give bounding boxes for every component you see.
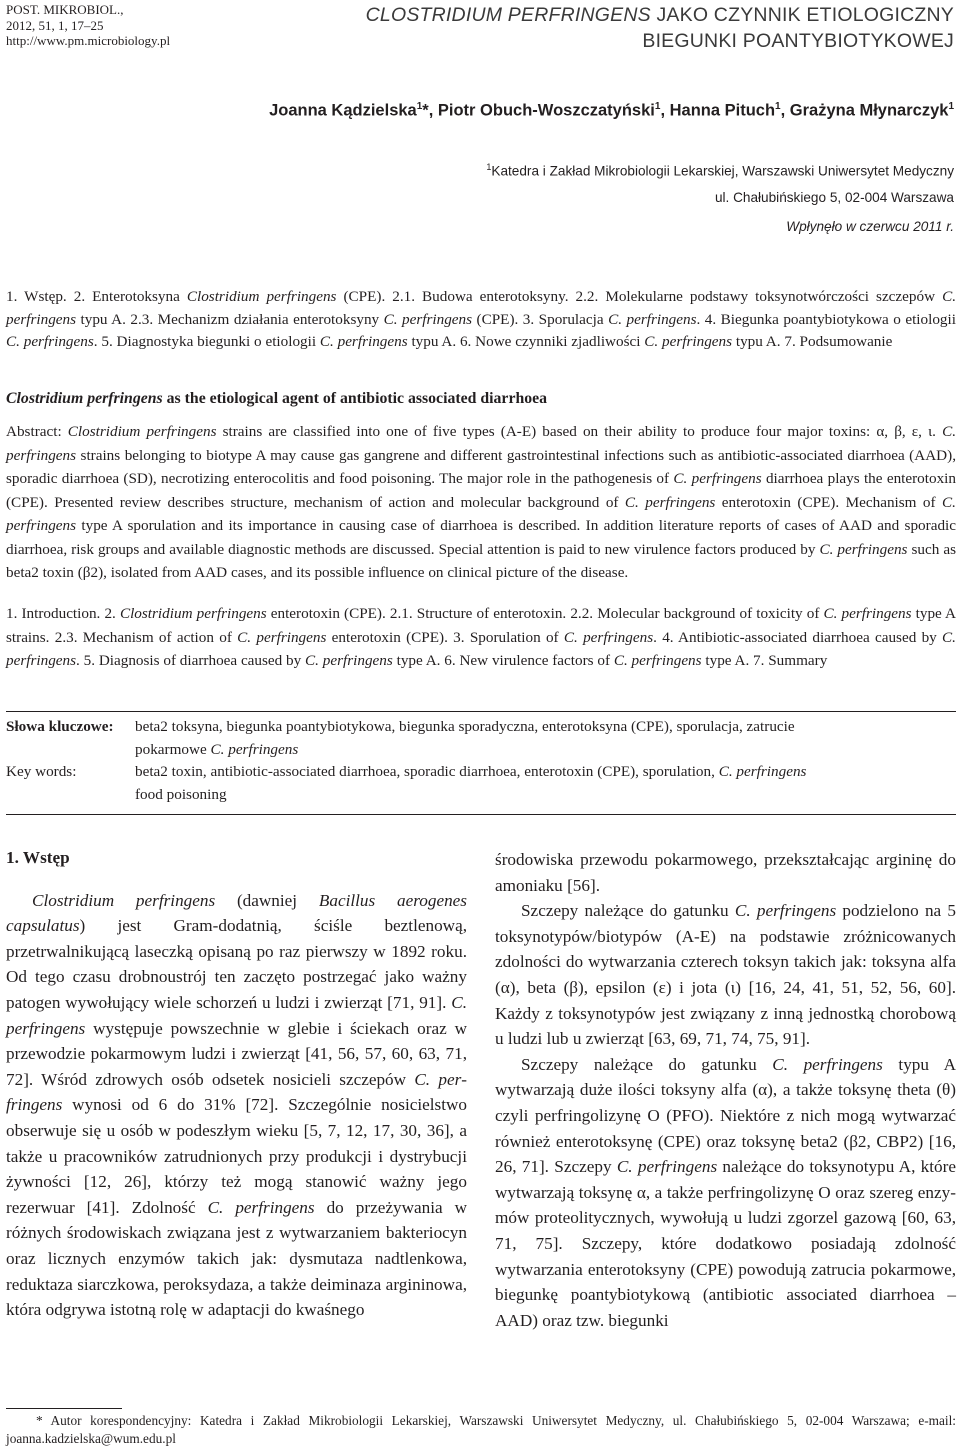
journal-volume: 2012, 51, 1, 17–25 [6, 17, 104, 33]
journal-info [6, 2, 226, 49]
author-4: , Grażyna Młynarczyk [780, 101, 949, 120]
journal-citation: POST. MIKROBIOL., [6, 2, 124, 17]
affiliation-line1: Katedra i Zakład Mikrobiologii Lekarskiej, Warszawski Uniwersytet Medyczny [491, 163, 954, 179]
keywords-pl-label: Słowa kluczowe: [6, 718, 114, 735]
author-4-sup: 1 [948, 101, 954, 112]
body-paragraph-3: Szczepy należące do gatunku C. perfringens typu A wytwarzają duże ilości toksyny alfa (α), a także toksynę theta (θ) czyli perfringolizynę O (PFO). Niektóre z nich mogą wytwarzać również enterotoksynę (CPE) oraz toksynę beta2 (β2, CBP2) [16, 26, 71]. Szczepy C. perfringens należące do toksynotypu A, które wytwarzają toksynę α, a także perfringolizynę O oraz szereg enzymów proteolitycznych, wywołują u ludzi zgorzel gazową [60, 63, 71, 75]. Szczepy, które dodatkowo posiadają zdolność wytwarzania enterotoksyny (CPE) powodują zatrucia pokarmowe, biegunkę poantybiotykową (antibiotic associated diarrhoea – AAD) oraz tzw. biegunki [495, 1054, 957, 1330]
author-1: Joanna Kądzielska [269, 101, 417, 120]
section-heading: 1. Wstęp [6, 848, 70, 867]
author-3: , Hanna Pituch [660, 101, 776, 120]
article-title [240, 2, 954, 54]
abstract-label: Abstract [6, 423, 58, 440]
affiliation [160, 154, 954, 211]
author-2-sup: 1 [654, 101, 661, 112]
corresponding-mark: * [422, 101, 429, 120]
journal-url[interactable]: http://www.pm.microbiology.pl [6, 33, 171, 48]
body-column-left [6, 845, 467, 1323]
contents-pl: 1. Wstęp. 2. Enterotoksyna Clostridium perfringens (CPE). 2.1. Budowa enterotoksyny. 2.2. Molekularne podstawy toksynotwórczości szczepów C. perfringens typu A. 2.3. Mechanizm działania enterotoksyny C. perfringens (CPE). 3. Sporulacja C. perfringens. 4. Biegunka poantybiotykowa o etiologii C. perfringens. 5. Diagnostyka biegunki o etiologii C. perfringens typu A. 6. Nowe czynniki zjadliwości C. perfringens typu A. 7. Podsumowanie [6, 288, 957, 350]
body-paragraph-2: Szczepy należące do gatunku C. perfringens podzielono na 5 toksynotypów/biotypów (A-E) na podstawie zróżnicowanych zdolności do wytwarzania czterech toksyn takich jak: toksyna alfa (α), beta (β), epsilon (ε) i jota (ι) [16, 24, 41, 51, 52, 56, 60]. Każdy z toksynotypów jest związany z inną jednostką chorobową u ludzi lub u zwierząt [63, 69, 71, 74, 75, 91]. [495, 901, 957, 1049]
keywords-en-label: Key words: [6, 763, 77, 780]
contents-en: 1. Introduction. 2. Clostridium perfringens enterotoxin (CPE). 2.1. Structure of enterotoxin. 2.2. Molecular background of toxicity of C. perfringens type A strains. 2.3. Mechanism of action of C. perfringens enterotoxin (CPE). 3. Sporulation of C. perfringens. 4. Antibiotic-associated diarrhoea caused by C. perfringens. 5. Diagnosis of diarrhoea caused by C. perfringens type A. 6. New virulence factors of C. perfringens type A. 7. Summary [6, 605, 957, 669]
affiliation-sup: 1 [486, 162, 492, 172]
author-1-sup: 1 [416, 101, 423, 112]
title-species: CLOSTRIDIUM PERFRINGENS [365, 4, 651, 26]
footnote: * Autor korespondencyjny: Katedra i Zakład Mikrobiologii Lekarskiej, Warszawski Uniwersytet Medyczny, ul. Chałubińskiego 5, 02-004 Warszawa; e-mail: joanna.kadzielska@wum.edu.pl [6, 1413, 956, 1446]
footnote-rule [6, 1408, 122, 1409]
body-column-right [495, 847, 956, 1333]
affiliation-line2: ul. Chałubińskiego 5, 02-004 Warszawa [714, 189, 954, 205]
body-paragraph-1: Clostridium perfringens (dawniej Bacillus aerogenes capsulatus) jest Gram-dodatnią, ściśle beztlenową, przetrwalnikującą laseczką opisaną po raz pierwszy w 1892 roku. Od tego czasu drobnoustrój ten zaczęto postrzegać jako ważny patogen wywołujący wiele schorzeń u ludzi i zwierząt [71, 91]. C. perfringens występuje powszechnie w glebie i ściekach oraz w przewodzie pokarmowym ludzi i zwierząt [41, 56, 57, 60, 63, 71, 72]. Wśród zdrowych osób odsetek nosicieli szczepów C. perfringens wynosi od 6 do 31% [72]. Szczególnie nosicielstwo obserwuje się u osób w podeszłym wieku [5, 7, 12, 17, 30, 36], a także u pracowników zatrudnionych przy produkcji i dystrybucji żywności [12, 26], którzy też mogą stanowić ważny jego rezerwuar [41]. Zdolność C. perfringens do przeżywania w różnych środowiskach związana jest z wytwarzaniem bakteriocyn oraz licznych enzymów takich jak: dysmutaza nadtlenkowa, reduktaza siarczkowa, peroksydaza, a także deiminaza argininowa, która odgrywa istotną rolę w adaptacji do kwaśnego [6, 890, 468, 1320]
author-list [160, 101, 954, 121]
body-paragraph-continued: środowiska przewodu pokarmowego, przekształcając argininę do amoniaku [56]. [495, 850, 956, 895]
english-title: Clostridium perfringens as the etiological agent of antibiotic associated diarrhoea [6, 390, 548, 407]
keywords-bottom-rule [6, 814, 956, 815]
title-line1-rest: JAKO CZYNNIK ETIOLOGICZNY [650, 4, 954, 26]
abstract: Abstract: Clostridium perfringens strains are classified into one of five types (A-E) based on their ability to produce four major toxins: α, β, ε, ι. C. perfringens strains belonging to biotype A may cause gas gangrene and different gastrointestinal infections such as antibiotic-associated diarrhoea (AAD), sporadic diarrhoea (SD), necrotizing enterocolitis and food poisoning. The major role in the pathogenesis of C. perfringens diarrhoea plays the enterotoxin (CPE). Presented review describes structure, mechanism of action and molecular background of C. perfringens enterotoxin (CPE). Mechanism of C. perfringens type A sporulation and its importance in causing case of diarrhoea is described. In addition literature reports of cases of AAD and sporadic diarrhoea, risk groups and available diagnostic methods are discussed. Special attention is paid to new virulence factors produced by C. perfringens such as beta2 toxin (β2), isolated from AAD cases, and its possible influence on clinical picture of the disease. [6, 423, 956, 581]
received-date: Wpłynęło w czerwcu 2011 r. [786, 219, 954, 234]
keywords-top-rule [6, 711, 956, 712]
author-2: , Piotr Obuch-Woszczatyński [428, 101, 655, 120]
keywords-pl: Słowa kluczowe: beta2 toksyna, biegunka poantybiotykowa, biegunka sporadyczna, enterotoksyna (CPE), sporulacja, zatrucie pokarmowe C. perfringens [6, 718, 795, 758]
title-line2: BIEGUNKI POANTYBIOTYKOWEJ [642, 30, 954, 52]
keywords-en: Key words: beta2 toxin, antibiotic-associated diarrhoea, sporadic diarrhoea, enterotoxin (CPE), sporulation, C. perfringens food poisoning [6, 763, 807, 803]
author-3-sup: 1 [775, 101, 781, 112]
